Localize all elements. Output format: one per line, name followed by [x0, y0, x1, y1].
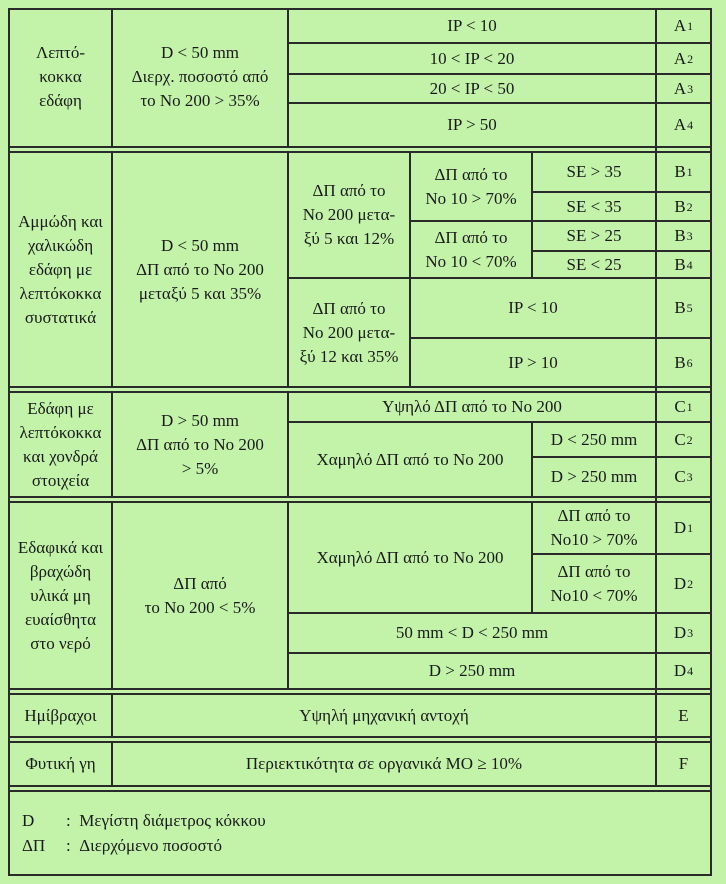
group-name: Εδαφικά και βραχώδη υλικά μη ευαίσθητα στο νερό: [17, 537, 104, 653]
legend-separator: :: [66, 836, 71, 855]
class-letter: D: [673, 573, 687, 593]
class-index: 2: [686, 199, 693, 214]
condition-cell: Υψηλό ΔΠ από το Νο 200: [382, 397, 562, 416]
legend-key: ΔΠ: [22, 836, 46, 855]
group-rule: [8, 496, 712, 498]
class-code: [657, 193, 710, 220]
class-code: [657, 279, 710, 337]
condition-cell: SE < 35: [566, 196, 622, 216]
class-letter: C: [674, 397, 686, 416]
class-letter: B: [674, 162, 686, 181]
class-letter: A: [673, 48, 687, 68]
condition-cell: 10 < IP < 20: [429, 48, 515, 68]
class-code: [657, 654, 710, 688]
group-name: Αμμώδη και χαλικώδη εδάφη με λεπτόκοκκα συστατικά: [18, 211, 103, 327]
group-rule: [8, 146, 712, 148]
rule: [710, 8, 712, 874]
rule: [8, 874, 712, 876]
class-letter: C: [674, 467, 686, 486]
class-index: 4: [687, 118, 694, 132]
class-index: 3: [686, 470, 693, 484]
subgroup-cell: Χαμηλό ΔΠ από το Νο 200: [316, 547, 504, 567]
class-index: 4: [686, 257, 693, 272]
class-index: 1: [687, 19, 694, 33]
class-letter: B: [674, 254, 686, 274]
group-rule: [8, 785, 712, 787]
condition-cell: D < 250 mm: [550, 429, 638, 449]
subgroup-cell: ΔΠ από το Νο 200 μετα- ξύ 5 και 12%: [302, 181, 396, 248]
class-index: 4: [687, 664, 694, 678]
subgroup-cell: ΔΠ από το Νο 10 > 70%: [425, 164, 517, 208]
group-rule: [8, 688, 712, 690]
class-code: E: [678, 705, 689, 725]
class-index: 1: [687, 521, 694, 535]
condition-cell: IP < 10: [508, 298, 558, 317]
class-letter: C: [674, 429, 686, 449]
class-code: [657, 423, 710, 456]
class-code: [657, 44, 710, 73]
class-code: [657, 555, 710, 612]
condition-cell: IP < 10: [447, 16, 497, 35]
legend-text: Διερχόμενο ποσοστό: [79, 836, 222, 855]
legend-text: Μεγίστη διάμετρος κόκκου: [79, 811, 266, 830]
class-code: [657, 458, 710, 496]
group-criterion: D < 50 mm Διερχ. ποσοστό από το Νο 200 > 35%: [131, 43, 269, 110]
class-letter: A: [673, 16, 687, 35]
class-code: [657, 10, 710, 42]
class-letter: A: [673, 115, 687, 134]
condition-cell: IP > 50: [447, 115, 497, 134]
group-rule: [8, 790, 712, 792]
class-index: 2: [687, 576, 694, 591]
legend-item: [22, 834, 222, 858]
class-letter: B: [674, 196, 686, 216]
class-index: 2: [686, 432, 693, 447]
condition-cell: 50 mm < D < 250 mm: [395, 623, 549, 642]
condition-cell: D > 250 mm: [550, 467, 638, 486]
class-index: 1: [686, 400, 693, 414]
group-criterion: D < 50 mm ΔΠ από το Νο 200 μεταξύ 5 και 35%: [136, 235, 264, 303]
class-index: 2: [687, 51, 694, 66]
subgroup-cell: Χαμηλό ΔΠ από το Νο 200: [316, 449, 504, 469]
condition-cell: ΔΠ από το Νο10 < 70%: [550, 561, 638, 605]
condition-cell: Περιεκτικότητα σε οργανικά ΜΟ ≥ 10%: [245, 754, 523, 773]
class-code: [657, 339, 710, 386]
class-code: F: [678, 754, 689, 773]
class-letter: D: [673, 518, 687, 537]
class-index: 3: [687, 626, 694, 640]
class-index: 6: [686, 355, 693, 370]
class-code: [657, 222, 710, 250]
class-code: [657, 614, 710, 652]
class-index: 3: [687, 81, 694, 96]
class-code: [657, 393, 710, 421]
condition-cell: ΔΠ από το Νο10 > 70%: [550, 506, 638, 549]
condition-cell: D > 250 mm: [428, 661, 516, 680]
class-letter: B: [674, 226, 686, 245]
class-letter: D: [673, 661, 687, 680]
legend-item: [22, 809, 266, 833]
condition-cell: SE < 25: [566, 254, 622, 274]
condition-cell: SE > 25: [566, 226, 622, 245]
condition-cell: SE > 35: [566, 162, 622, 181]
class-code: [657, 75, 710, 102]
group-name: Λεπτό- κοκκα εδάφη: [35, 43, 86, 110]
class-index: 5: [686, 301, 693, 315]
class-letter: B: [674, 352, 686, 372]
subgroup-cell: ΔΠ από το Νο 200 μετα- ξύ 12 και 35%: [299, 298, 399, 366]
class-code: [657, 153, 710, 191]
class-letter: A: [673, 78, 687, 98]
class-code: [657, 104, 710, 146]
class-code: [657, 252, 710, 277]
class-letter: D: [673, 623, 687, 642]
class-index: 3: [686, 229, 693, 243]
group-criterion: D > 50 mm ΔΠ από το Νο 200 > 5%: [136, 410, 264, 478]
condition-cell: IP > 10: [508, 352, 558, 372]
group-name: Εδάφη με λεπτόκοκκα και χονδρά στοιχεία: [19, 398, 102, 490]
class-letter: B: [674, 298, 686, 317]
group-rule: [8, 386, 712, 388]
class-index: 1: [686, 165, 693, 179]
group-name: Ημίβραχοι: [24, 705, 97, 725]
condition-cell: Υψηλή μηχανική αντοχή: [299, 705, 469, 725]
legend-separator: :: [66, 811, 71, 830]
subgroup-cell: ΔΠ από το Νο 10 < 70%: [425, 227, 517, 271]
group-criterion: ΔΠ από το Νο 200 < 5%: [144, 573, 256, 617]
condition-cell: 20 < IP < 50: [429, 78, 515, 98]
class-code: [657, 503, 710, 553]
legend-key: D: [22, 811, 35, 830]
group-name: Φυτική γη: [25, 754, 96, 773]
group-rule: [8, 736, 712, 738]
